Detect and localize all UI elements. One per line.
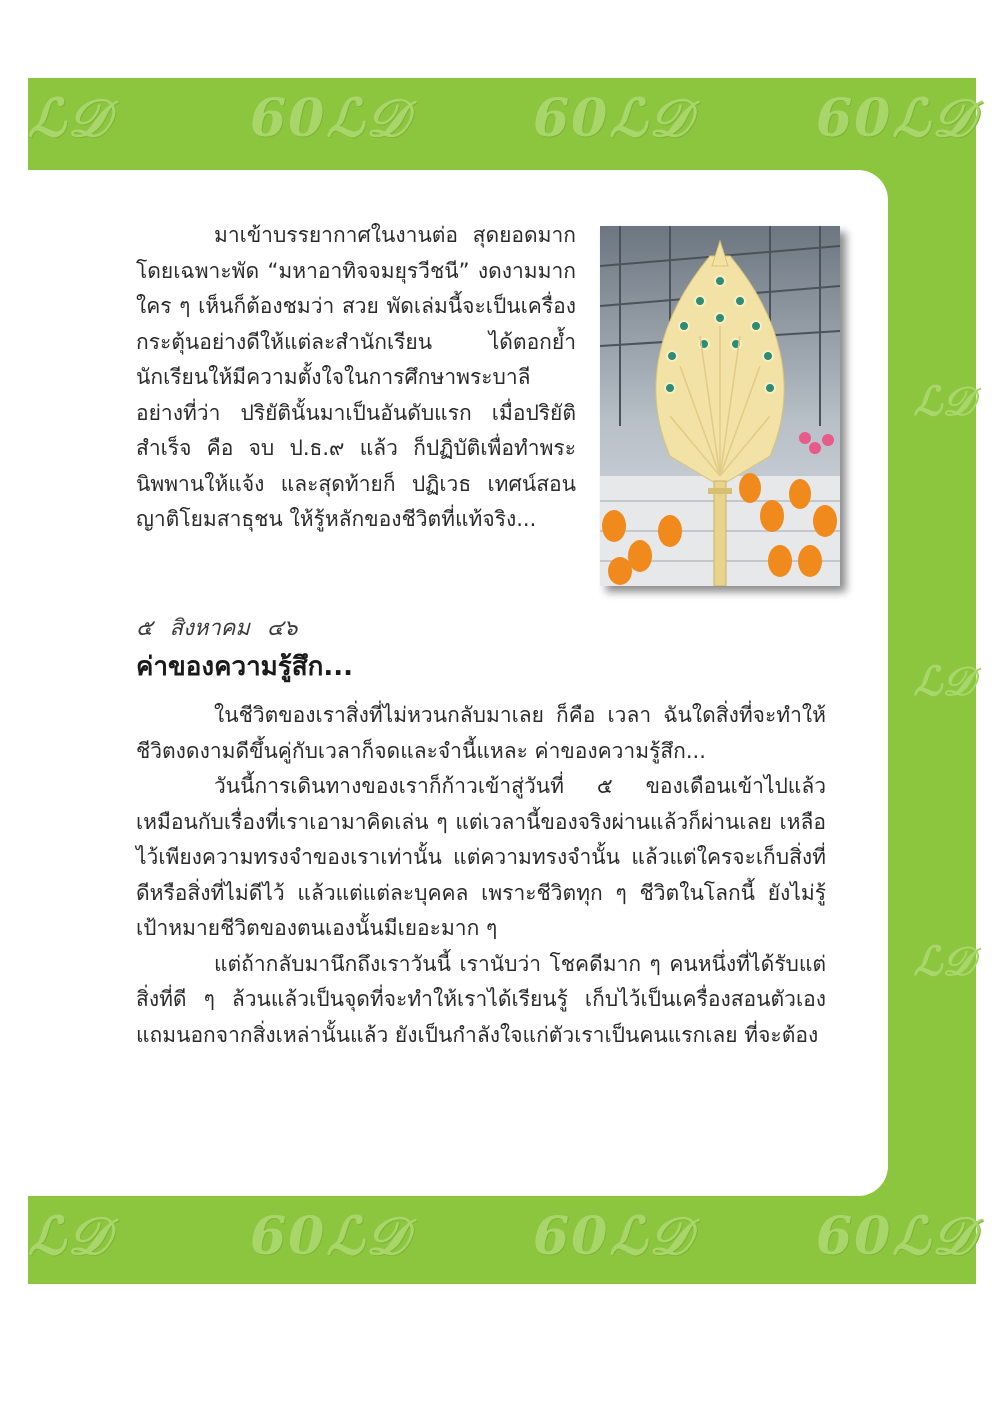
- entry-date: ๕ สิงหาคม ๔๖: [136, 616, 298, 641]
- watermark: 60ℒ𝒟: [816, 1206, 976, 1267]
- watermark: 60ℒ𝒟: [816, 88, 976, 149]
- body-paragraph: แต่ถ้ากลับมานึกถึงเราวันนี้ เรานับว่า โชคดีมาก ๆ คนหนึ่งที่ได้รับแต่สิ่งที่ดี ๆ ล้วนแล้วเป็นจุดที่จะทำให้เราได้เรียนรู้ เก็บไว้เป็นเครื่องสอนตัวเอง แถมนอกจากสิ่งเหล่านั้นแล้ว ยังเป็นกำลังใจแก่ตัวเราเป็นคนแรกเลย ที่จะต้อง: [136, 951, 826, 1047]
- watermark-band-top: [28, 78, 976, 168]
- body-paragraph: ในชีวิตของเราสิ่งที่ไม่หวนกลับมาเลย ก็คือ เวลา ฉันใดสิ่งที่จะทำให้ชีวิตงดงามดีขึ้นคู่กับเวลาก็จดและจำนี้แหละ ค่าของความรู้สึก...: [136, 703, 826, 763]
- watermark-band-bottom: [28, 1196, 976, 1286]
- watermark: 60ℒ𝒟: [250, 1206, 410, 1267]
- body-text: [136, 698, 826, 1053]
- watermark: 60ℒ𝒟: [250, 88, 410, 149]
- intro-paragraph: มาเข้าบรรยากาศในงานต่อ สุดยอดมาก โดยเฉพาะพัด “มหาอาทิจจมยุรวีชนี” งดงามมาก ใคร ๆ เห็นก็ต้องชมว่า สวย พัดเล่มนี้จะเป็นเครื่องกระตุ้นอย่างดีให้แต่ละสำนักเรียน ได้ตอกย้ำนักเรียนให้มีความตั้งใจในการศึกษาพระบาลี อย่างที่ว่า ปริยัตินั้นมาเป็นอันดับแรก เมื่อปริยัติสำเร็จ คือ จบ ป.ธ.๙ แล้ว ก็ปฏิบัติเพื่อทำพระนิพพานให้แจ้ง และสุดท้ายก็ ปฏิเวธ เทศน์สอนญาติโยมสาธุชน ให้รู้หลักของชีวิตที่แท้จริง...: [136, 223, 576, 531]
- section-title: ค่าของความรู้สึก...: [136, 652, 354, 682]
- watermark: 60ℒ𝒟: [533, 1206, 693, 1267]
- watermark: ℒ𝒟: [913, 658, 974, 705]
- watermark: ℒ𝒟: [28, 88, 111, 149]
- watermark: 60ℒ𝒟: [533, 88, 693, 149]
- watermark: ℒ𝒟: [913, 938, 974, 985]
- watermark: ℒ𝒟: [28, 1206, 111, 1267]
- body-paragraph: วันนี้การเดินทางของเราก็ก้าวเข้าสู่วันที่ ๕ ของเดือนเข้าไปแล้ว เหมือนกับเรื่องที่เราเอามาคิดเล่น ๆ แต่เวลานี้ของจริงผ่านแล้วก็ผ่านเลย เหลือไว้เพียงความทรงจำของเราเท่านั้น แต่ความทรงจำนั้น แล้วแต่ใครจะเก็บสิ่งที่ดีหรือสิ่งที่ไม่ดีไว้ แล้วแต่แต่ละบุคคล เพราะชีวิตทุก ๆ ชีวิตในโลกนี้ ยังไม่รู้เป้าหมายชีวิตของตนเองนั้นมีเยอะมาก ๆ: [136, 774, 826, 940]
- photo-illustration: [600, 226, 840, 586]
- watermark: ℒ𝒟: [913, 378, 974, 425]
- peacock-fan-photo: [600, 226, 840, 586]
